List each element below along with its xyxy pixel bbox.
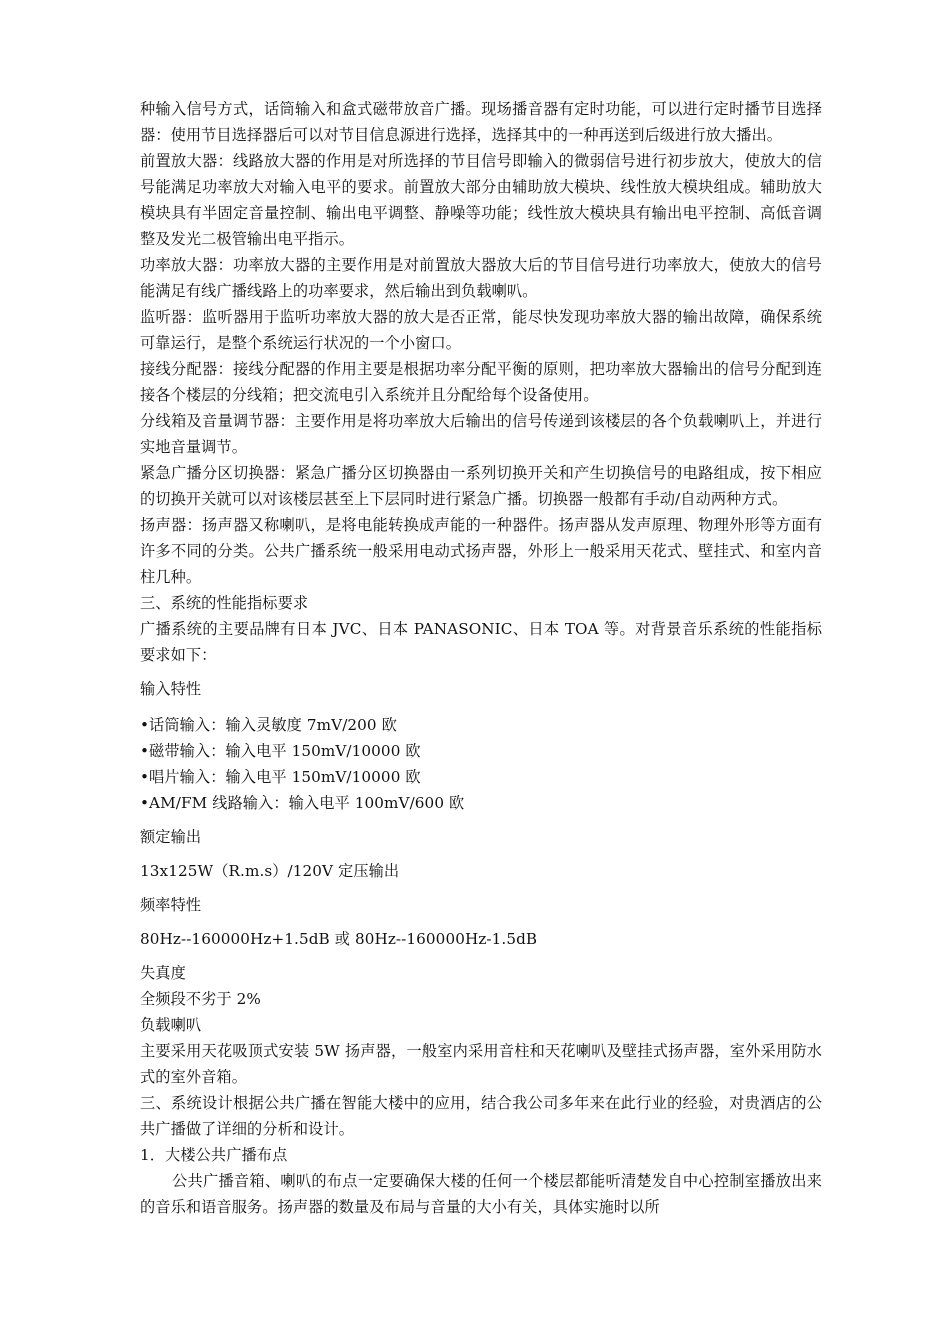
paragraph-junction-box: 分线箱及音量调节器：主要作用是将功率放大后输出的信号传递到该楼层的各个负载喇叭上，并进行实地音量调节。 — [140, 412, 822, 456]
spec-value-frequency: 80Hz--160000Hz+1.5dB 或 80Hz--160000Hz-1.5dB — [140, 930, 538, 948]
subheading-speaker-layout: 1．大楼公共广播布点 — [140, 1146, 288, 1164]
spec-value-distortion: 全频段不劣于 2% — [140, 990, 261, 1008]
paragraph-program-selector: 种输入信号方式，话筒输入和盒式磁带放音广播。现场播音器有定时功能，可以进行定时播节目选择器：使用节目选择器后可以对节目信息源进行选择，选择其中的一种再送到后级进行放大播出。 — [140, 100, 822, 144]
spec-item-amfm-input: •AM/FM 线路输入：输入电平 100mV/600 欧 — [140, 794, 465, 812]
paragraph-emergency-switcher: 紧急广播分区切换器：紧急广播分区切换器由一系列切换开关和产生切换信号的电路组成，按下相应的切换开关就可以对该楼层甚至上下层同时进行紧急广播。切换器一般都有手动/自动两种方式。 — [140, 464, 822, 508]
spec-item-tape-input: •磁带输入：输入电平 150mV/10000 欧 — [140, 742, 421, 760]
paragraph-monitor: 监听器：监听器用于监听功率放大器的放大是否正常，能尽快发现功率放大器的输出故障，确保系统可靠运行，是整个系统运行状况的一个小窗口。 — [140, 308, 822, 352]
document-page — [140, 96, 822, 1220]
section-heading-performance: 三、系统的性能指标要求 — [140, 594, 309, 612]
section-heading-system-design: 三、系统设计根据公共广播在智能大楼中的应用，结合我公司多年来在此行业的经验，对贵酒店的公共广播做了详细的分析和设计。 — [140, 1094, 822, 1138]
paragraph-speaker: 扬声器：扬声器又称喇叭，是将电能转换成声能的一种器件。扬声器从发声原理、物理外形等方面有许多不同的分类。公共广播系统一般采用电动式扬声器，外形上一般采用天花式、壁挂式、和室内音柱几种。 — [140, 516, 822, 586]
paragraph-power-amplifier: 功率放大器：功率放大器的主要作用是对前置放大器放大后的节目信号进行功率放大，使放大的信号能满足有线广播线路上的功率要求，然后输出到负载喇叭。 — [140, 256, 822, 300]
spec-item-phono-input: •唱片输入：输入电平 150mV/10000 欧 — [140, 768, 421, 786]
paragraph-speaker-layout: 公共广播音箱、喇叭的布点一定要确保大楼的任何一个楼层都能听清楚发自中心控制室播放出来的音乐和语音服务。扬声器的数量及布局与音量的大小有关，具体实施时以所 — [140, 1172, 822, 1216]
paragraph-distributor: 接线分配器：接线分配器的作用主要是根据功率分配平衡的原则，把功率放大器输出的信号分配到连接各个楼层的分线箱；把交流电引入系统并且分配给每个设备使用。 — [140, 360, 822, 404]
spec-value-load-speaker: 主要采用天花吸顶式安装 5W 扬声器，一般室内采用音柱和天花喇叭及壁挂式扬声器，室外采用防水式的室外音箱。 — [140, 1042, 822, 1086]
spec-heading-distortion: 失真度 — [140, 964, 186, 982]
spec-heading-frequency: 频率特性 — [140, 896, 202, 914]
spec-value-rated-output: 13x125W（R.m.s）/120V 定压输出 — [140, 862, 400, 880]
spec-heading-input: 输入特性 — [140, 680, 202, 698]
spec-heading-rated-output: 额定输出 — [140, 828, 202, 846]
spec-heading-load-speaker: 负载喇叭 — [140, 1016, 202, 1034]
paragraph-preamplifier: 前置放大器：线路放大器的作用是对所选择的节目信号即输入的微弱信号进行初步放大，使放大的信号能满足功率放大对输入电平的要求。前置放大部分由辅助放大模块、线性放大模块组成。辅助放大模块具有半固定音量控制、输出电平调整、静噪等功能；线性放大模块具有输出电平控制、高低音调整及发光二极管输出电平指示。 — [140, 152, 822, 248]
paragraph-brands: 广播系统的主要品牌有日本 JVC、日本 PANASONIC、日本 TOA 等。对背景音乐系统的性能指标要求如下： — [140, 620, 822, 664]
spec-item-mic-input: •话筒输入：输入灵敏度 7mV/200 欧 — [140, 716, 397, 734]
